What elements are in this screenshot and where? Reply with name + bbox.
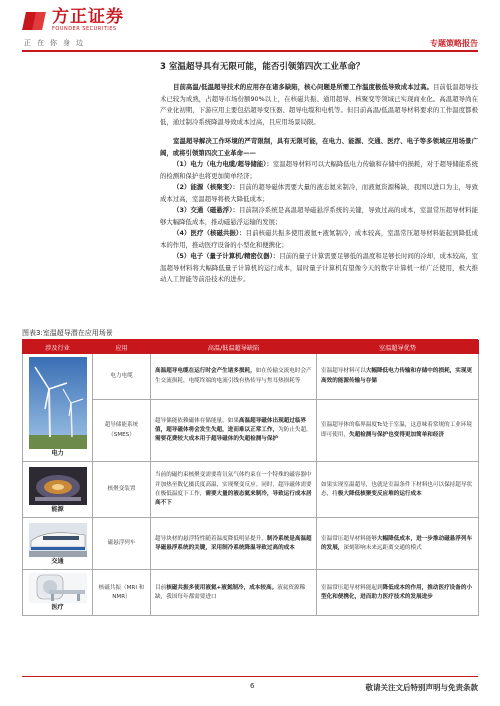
industry-cell-energy	[23, 462, 93, 518]
fusion-reactor-icon	[29, 467, 87, 505]
industry-label: 电力	[51, 450, 64, 457]
paragraph-1-lead: 目前高温/低温超导技术的应用存在诸多缺陷，核心问题是所需工作温度极低导致成本过高。	[173, 83, 433, 91]
paragraph-1-body: 目前低温超导技术已较为成熟，占超导市场份额90%以上，在核磁共振、通用超导、核聚变等领域已实现商业化。高温超导尚在产业化初期，下游应用主要包括超导变压器、超导电缆和电机等。但目前高温/低温超导材料要求的工作温度都极低，通过制冷系统降温导致成本过高，且应用场景局限。	[160, 83, 478, 126]
defect-cell: 目前核磁共振多使用液氦+液氮制冷，成本较高。液氦资源稀缺，我国每年都需要进口	[151, 570, 317, 616]
column-header: 应用	[93, 341, 151, 354]
application-cell: 核聚变装置	[93, 462, 151, 518]
disclaimer-link: 敬请关注文后特别声明与免责条款	[365, 683, 478, 692]
advantage-cell: 室温超导材料可以大幅降低电力传输和存储中的损耗，实现更高效的能源传输与存储	[317, 354, 479, 400]
advantage-cell: 室温常压超导材料能够大幅降低成本，进一步推动磁悬浮列车的发展，深刻影响未来远距离交通的模式	[317, 518, 479, 570]
application-table	[22, 340, 479, 616]
maglev-train-icon	[29, 523, 87, 557]
list-item-energy: （2）能源（核聚变）：目前的超导磁体需要大量的液态氦来制冷，而液氦资源稀缺，我国以进口为主，导致成本过高，室温超导将极大降低成本；	[160, 183, 479, 203]
column-header: 高温/低温超导缺陷	[151, 341, 317, 354]
paragraph-2	[160, 136, 478, 159]
application-cell: 磁悬浮列车	[93, 518, 151, 570]
industry-label: 交通	[51, 558, 64, 565]
industry-label: 医疗	[51, 604, 64, 612]
table-row	[23, 354, 479, 400]
logo-mark-icon	[22, 10, 48, 32]
report-type: 专题策略报告	[430, 39, 478, 48]
defect-cell: 高温超导电缆在运行时会产生诸多损耗，如在传输交流电时会产生交流损耗，电缆终端的电流引线有热传导与焦耳热损耗等	[151, 354, 317, 400]
page-header	[22, 8, 478, 52]
page-number: 6	[250, 682, 255, 690]
section-title: 3 室温超导具有无限可能，能否引领第四次工业革命？	[160, 62, 365, 72]
application-cell: 电力电缆	[93, 354, 151, 400]
column-header: 室温超导优势	[317, 341, 479, 354]
logo-name-en: FOUNDER SECURITIES	[52, 26, 117, 32]
advantage-cell: 室温超导体的临界温度Tc处于室温，这意味着常规的工业环境即可使用，失超检测与保护也变得更加简单和经济	[317, 400, 479, 462]
application-cell: 超导储能系统（SMES）	[93, 400, 151, 462]
list-item-medical: （4）医疗（核磁共振）：目前核磁共振多使用液氦+液氮制冷，成本较高，室温常压超导材料能起到降低成本的作用，推动医疗设备的小型化和便携化；	[160, 229, 478, 249]
footer-divider	[22, 676, 478, 677]
industry-label: 能源	[51, 506, 64, 513]
table-header-row	[23, 341, 479, 354]
defect-cell: 超导储能依赖磁体存储能量，如果高温超导磁体出现超过临界值，超导磁体将会发生失超，进而难以正常工作，为防止失超，需要花费较大成本用于超导磁体的失超检测与保护	[151, 400, 317, 462]
industry-cell-medical	[23, 570, 93, 616]
wind-turbine-icon	[29, 357, 87, 449]
table-row	[23, 570, 479, 616]
logo-name-cn: 方正证券	[52, 7, 124, 27]
paragraph-1	[160, 82, 478, 128]
industry-cell-transport	[23, 518, 93, 570]
application-cell: 核磁共振（MRI 和 NMR）	[93, 570, 151, 616]
slogan: 正在你身边	[24, 39, 89, 47]
table-row	[23, 518, 479, 570]
header-divider	[22, 50, 478, 52]
list-item-transport: （3）交通（磁悬浮）：目前制冷系统是高温超导磁悬浮系统的关键，导致过高的成本，室温常压超导材料能够大幅降低成本，推动磁悬浮运输的发展；	[160, 206, 479, 226]
defect-cell: 当前的磁约束核聚变需要将氘氚气体约束在一个特殊的磁容器中并加热至数亿摄氏度高温，实现聚变反应。同时，超导磁体需要在极低温度下工作，需要大量的液态氦来制冷，导致运行成本居高不下	[151, 462, 317, 518]
company-logo	[22, 8, 124, 33]
defect-cell: 超导块材的悬浮特性随着温度降低明显提升，制冷系统是高温超导磁悬浮系统的关键，采用制冷系统降温导致过高的成本	[151, 518, 317, 570]
figure-title: 图表3:室温超导潜在应用场景	[22, 329, 113, 337]
list-item-power: （1）电力（电力电缆/超导储能）：室温超导材料可以大幅降低电力传输和存储中的损耗，对于超导储能系统的检测和保护也将更加简单经济；	[160, 160, 478, 180]
mri-scanner-icon	[29, 573, 87, 603]
advantage-cell: 如果实现室温超导，也就是室温条件下材料也可以保持超导状态，将极大降低核聚变反应堆的运行成本	[317, 462, 479, 518]
column-header: 涉及行业	[23, 341, 93, 354]
advantage-cell: 室温常压超导材料能起到降低成本的作用，推动医疗设备的小型化和便携化，进而助力医疗技术的发展进步	[317, 570, 479, 616]
table-row	[23, 462, 479, 518]
industry-cell-power	[23, 354, 93, 462]
list-item-electronics: （5）电子（量子计算机/精密仪器）：目前的量子计算需要足够低的温度和足够长时间的冷却，成本较高，室温超导材料将大幅降低量子计算机的运行成本，届时量子计算机有望像今天的数字计算机一样广泛使用，极大推动人工智能等前沿技术的进步。	[160, 252, 478, 283]
main-content	[160, 56, 478, 286]
paragraph-2-lead: 室温超导解决工作环境的严苛限制，具有无限可能，在电力、能源、交通、医疗、电子等多领域应用场景广阔，或将引领第四次工业革命——	[160, 137, 478, 157]
